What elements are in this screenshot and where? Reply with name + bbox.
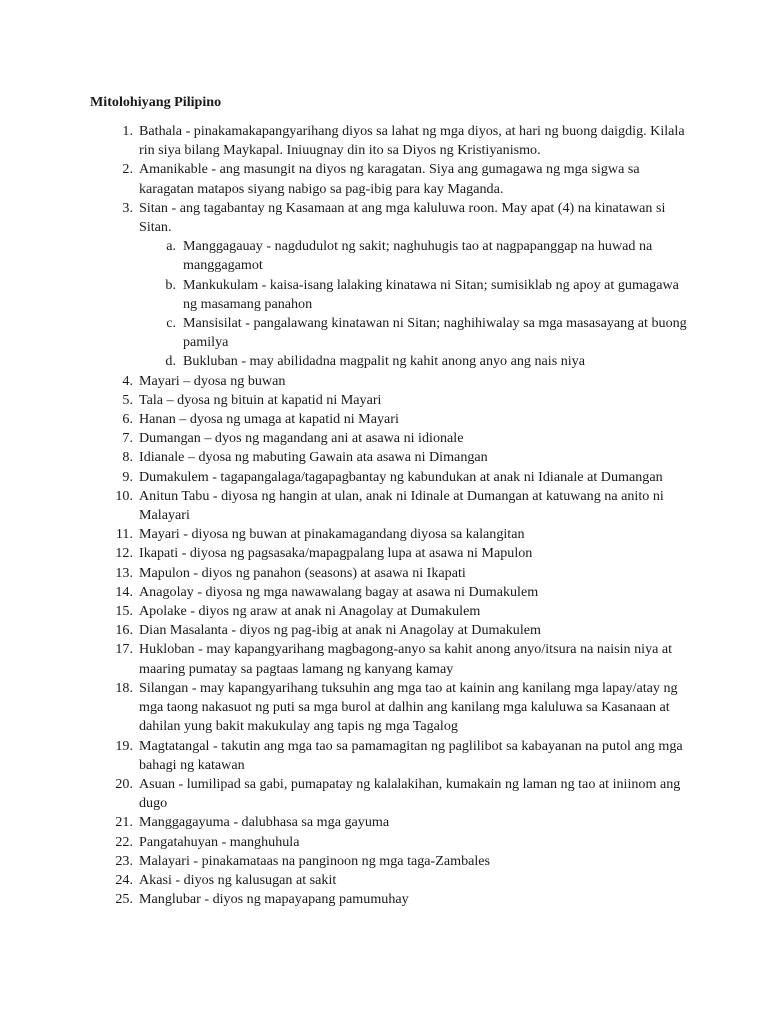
item-text: Dumakulem - tagapangalaga/tagapagbantay ng kabundukan at anak ni Idianale at Dumangan — [139, 468, 663, 485]
item-number: 16. — [115, 622, 133, 639]
list-item — [90, 621, 690, 640]
item-text: Bathala - pinakamakapangyarihang diyos sa lahat ng mga diyos, at hari ng buong daigdig. Kilala rin siya bilang Maykapal. Iniuugnay din ito sa Diyos ng Kristiyanismo. — [139, 123, 685, 159]
item-text: Silangan - may kapangyarihang tuksuhin ang mga tao at kainin ang kanilang mga lapay/atay ng mga taong nakasuot ng puti sa mga burol at dalhin ang kanilang mga kaluluwa sa Kasanaan at dahilan yung bakit makukulay ang tapis ng mga Tagalog — [139, 679, 678, 735]
list-item — [90, 429, 690, 448]
item-number: 17. — [115, 641, 133, 658]
sub-list-item — [90, 314, 690, 352]
list-item — [90, 679, 690, 737]
item-number: 19. — [115, 737, 133, 754]
list-item — [90, 737, 690, 775]
item-number: 18. — [115, 679, 133, 696]
sub-item-text: Bukluban - may abilidadna magpalit ng kahit anong anyo ang nais niya — [183, 353, 585, 370]
item-text: Idianale – dyosa ng mabuting Gawain ata asawa ni Dimangan — [139, 449, 488, 466]
list-item — [90, 544, 690, 563]
item-number: 4. — [122, 372, 133, 389]
sub-item-letter: a. — [166, 238, 176, 255]
item-text: Asuan - lumilipad sa gabi, pumapatay ng kalalakihan, kumakain ng laman ng tao at iniinom ang dugo — [139, 775, 681, 812]
item-number: 25. — [115, 891, 133, 908]
sub-item-letter: b. — [165, 276, 176, 293]
sitan-representatives-list — [139, 237, 690, 371]
list-item — [90, 871, 690, 890]
item-number: 23. — [115, 852, 133, 869]
list-item — [90, 160, 690, 198]
list-item — [90, 468, 690, 487]
item-text: Magtatangal - takutin ang mga tao sa pamamagitan ng paglilibot sa kabayanan na putol ang mga bahagi ng katawan — [139, 737, 683, 773]
list-item — [90, 583, 690, 602]
item-text: Dumangan – dyos ng magandang ani at asawa ni idionale — [139, 430, 464, 447]
list-item — [90, 813, 690, 832]
list-item — [90, 448, 690, 467]
item-number: 15. — [115, 603, 133, 620]
list-item — [90, 487, 690, 525]
item-text: Amanikable - ang masungit na diyos ng karagatan. Siya ang gumagawa ng mga sigwa sa karagatan matapos siyang nabigo sa pag-ibig para kay Maganda. — [139, 161, 640, 197]
item-number: 2. — [122, 161, 133, 178]
item-number: 3. — [122, 199, 133, 216]
item-text: Malayari - pinakamataas na panginoon ng mga taga-Zambales — [139, 852, 491, 869]
list-item — [90, 199, 690, 372]
list-item — [90, 602, 690, 621]
item-text: Ikapati - diyosa ng pagsasaka/mapagpalang lupa at asawa ni Mapulon — [139, 545, 533, 562]
sub-list-item — [90, 276, 690, 314]
item-text: Dian Masalanta - diyos ng pag-ibig at anak ni Anagolay at Dumakulem — [139, 622, 541, 639]
list-item — [90, 833, 690, 852]
sub-item-text: Mansisilat - pangalawang kinatawan ni Sitan; naghihiwalay sa mga masasayang at buong pamilya — [183, 315, 687, 351]
item-number: 9. — [122, 468, 133, 485]
item-number: 1. — [122, 123, 133, 139]
item-number: 21. — [115, 814, 133, 831]
item-number: 6. — [122, 411, 133, 428]
list-item — [90, 775, 690, 813]
item-text: Mayari – dyosa ng buwan — [139, 372, 286, 389]
item-number: 8. — [122, 449, 133, 466]
item-text: Anitun Tabu - diyosa ng hangin at ulan, anak ni Idinale at Dumangan at katuwang na anito ni Malayari — [139, 487, 664, 524]
list-item — [90, 525, 690, 544]
item-number: 24. — [115, 871, 133, 888]
item-text: Apolake - diyos ng araw at anak ni Anagolay at Dumakulem — [139, 603, 481, 620]
item-text: Mayari - diyosa ng buwan at pinakamagandang diyosa sa kalangitan — [139, 526, 525, 543]
item-number: 14. — [115, 583, 133, 600]
item-text: Mapulon - diyos ng panahon (seasons) at asawa ni Ikapati — [139, 564, 466, 581]
item-number: 13. — [115, 564, 133, 581]
item-number: 10. — [115, 487, 133, 504]
item-number: 5. — [122, 391, 133, 408]
list-item — [90, 640, 690, 678]
item-number: 7. — [122, 430, 133, 447]
item-text: Akasi - diyos ng kalusugan at sakit — [139, 871, 337, 888]
sub-item-letter: d. — [165, 353, 176, 370]
sub-item-text: Mankukulam - kaisa-isang lalaking kinatawa ni Sitan; sumisiklab ng apoy at gumagawa ng masamang panahon — [183, 276, 679, 312]
item-number: 20. — [115, 775, 133, 792]
list-item — [90, 391, 690, 410]
item-text: Hukloban - may kapangyarihang magbagong-anyo sa kahit anong anyo/itsura na naisin niya at maaring pumatay sa pagtaas lamang ng kanyang kamay — [139, 641, 673, 677]
item-text: Manggagayuma - dalubhasa sa mga gayuma — [139, 814, 390, 831]
item-number: 11. — [115, 526, 133, 543]
list-item — [90, 122, 690, 160]
list-item — [90, 410, 690, 429]
document-title: Mitolohiyang Pilipino — [90, 94, 222, 110]
sub-list-item — [90, 237, 690, 275]
item-number: 22. — [115, 833, 133, 850]
item-text: Sitan - ang tagabantay ng Kasamaan at ang mga kaluluwa roon. May apat (4) na kinatawan si Sitan. — [139, 199, 666, 236]
item-text: Pangatahuyan - manghuhula — [139, 833, 300, 850]
sub-list-item — [90, 352, 690, 371]
deity-list — [90, 122, 690, 909]
sub-item-text: Manggagauay - nagdudulot ng sakit; naghuhugis tao at nagpapanggap na huwad na manggagamot — [183, 238, 653, 274]
item-text: Anagolay - diyosa ng mga nawawalang bagay at asawa ni Dumakulem — [139, 583, 539, 600]
list-item — [90, 372, 690, 391]
item-number: 12. — [115, 545, 133, 562]
sub-item-letter: c. — [166, 315, 176, 332]
list-item — [90, 564, 690, 583]
item-text: Tala – dyosa ng bituin at kapatid ni Mayari — [139, 391, 382, 408]
list-item — [90, 852, 690, 871]
item-text: Hanan – dyosa ng umaga at kapatid ni Mayari — [139, 411, 399, 428]
item-text: Manglubar - diyos ng mapayapang pamumuhay — [139, 891, 409, 908]
list-item — [90, 890, 690, 909]
